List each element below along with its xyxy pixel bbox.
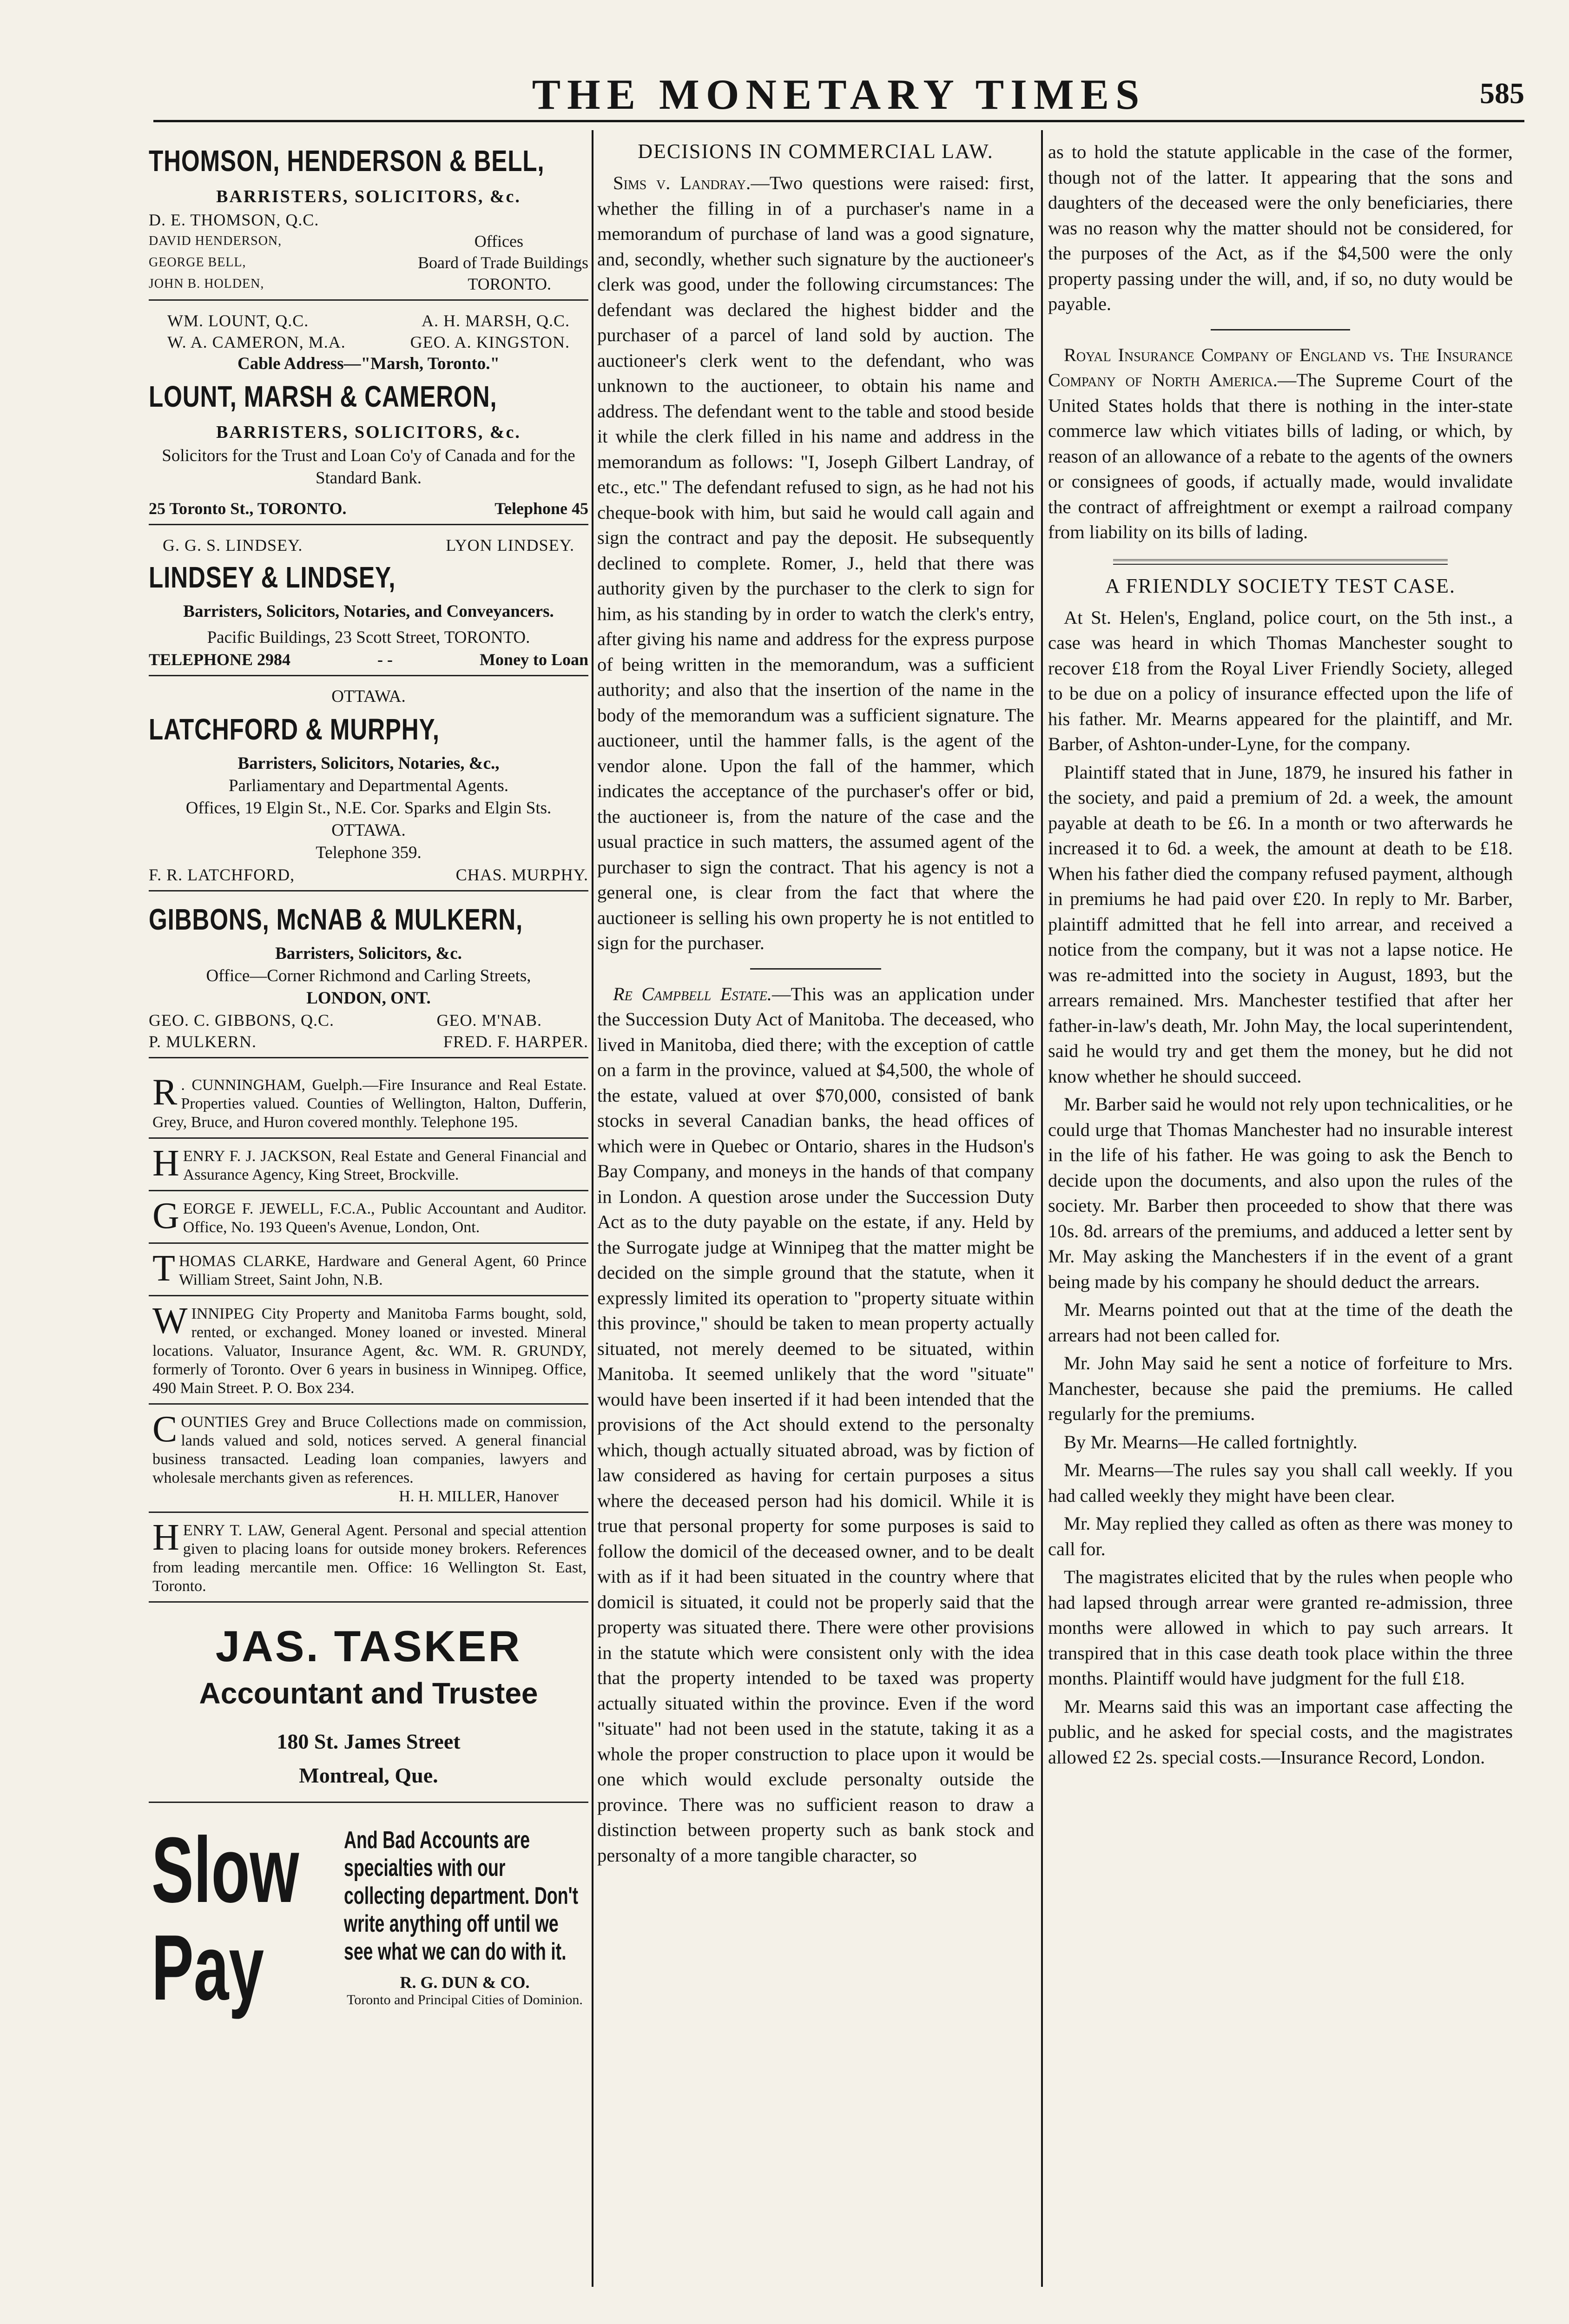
partner-name: LYON LINDSEY. [446, 536, 574, 555]
tasker-title: Accountant and Trustee [199, 1677, 538, 1710]
ad-text: ENRY T. LAW, General Agent. Personal and special attention given to placing loans for outside money brokers. References from leading mercantile men. Office: 16 Wellington St. East, Toronto. [152, 1522, 587, 1595]
tasker-name: JAS. TASKER [215, 1622, 522, 1670]
firm-phone: TELEPHONE 2984 [149, 650, 291, 669]
office-line: Board of Trade Buildings [417, 253, 588, 272]
firm-name: GIBBONS, McNAB & MULKERN, [149, 903, 523, 936]
article-paragraph: The magistrates elicited that by the rules when people who had lapsed through arrear were granted re-admission, three months were allowed in which to pay such arrears. It transpired that in this case death took place within the three months. Plaintiff would have judgment for the full £18. [1048, 1566, 1513, 1689]
classified-ads [149, 1068, 588, 1603]
section-heading: A FRIENDLY SOCIETY TEST CASE. [1105, 574, 1456, 597]
article-paragraph: Mr. Mearns said this was an important case affecting the public, and he asked for special costs, and the magistrates allowed £2 2s. special costs.—Insurance Record, London. [1048, 1696, 1513, 1768]
partner-name: A. H. MARSH, Q.C. [421, 311, 570, 330]
firm-name: LINDSEY & LINDSEY, [149, 561, 396, 594]
ad-text: INNIPEG City Property and Manitoba Farms bought, sold, rented, or exchanged. Money loaned or invested. Mineral locations. Valuator, Insurance Agent, &c. WM. R. GRUNDY, formerly of Toronto. Over 6 years in business in Winnipeg. Office, 490 Main Street. P. O. Box 234. [152, 1305, 587, 1397]
masthead-title: THE MONETARY TIMES [532, 71, 1146, 118]
section-separator [1211, 329, 1350, 330]
pay-word: Pay [152, 1916, 264, 2020]
card-gibbons [149, 901, 588, 1058]
partner-name: P. MULKERN. [149, 1032, 257, 1051]
dash-separator: - - [377, 650, 393, 669]
cable-address: Cable Address—"Marsh, Toronto." [237, 354, 500, 373]
tasker-street: 180 St. James Street [277, 1730, 461, 1753]
ad-initial: H [152, 1517, 179, 1558]
dun-firm: R. G. DUN & CO. [400, 1973, 530, 1992]
case-title: Royal Insurance Company of England vs. The Insurance Company of North America. [1048, 344, 1513, 390]
article-paragraph: Mr. Mearns—The rules say you shall call weekly. If you had called weekly they might have been clear. [1048, 1459, 1513, 1506]
dun-cities: Toronto and Principal Cities of Dominion. [347, 1992, 583, 2007]
partner-name: DAVID HENDERSON, [149, 234, 282, 248]
slow-pay-headline [152, 1818, 299, 2020]
case-campbell [597, 982, 1034, 1868]
article-paragraph: Mr. May replied they called as often as there was money to call for. [1048, 1513, 1513, 1559]
slow-pay-text: And Bad Accounts are specialties with our collecting department. Don't write anything off until we see what we can do with it. [344, 1827, 578, 1965]
partner-name: GEO. C. GIBBONS, Q.C. [149, 1011, 335, 1030]
firm-city: LONDON, ONT. [306, 989, 431, 1008]
partner-name: WM. LOUNT, Q.C. [167, 311, 309, 330]
page-header [153, 70, 1524, 121]
ad-text: OUNTIES Grey and Bruce Collections made on commission, lands valued and sold, notices served. A general financial business transacted. Leading loan companies, lawyers and wholesale merchants given as references. [152, 1413, 587, 1486]
firm-subtitle: BARRISTERS, SOLICITORS, &c. [216, 423, 521, 442]
case-sims [597, 171, 1034, 956]
case-body: —This was an application under the Succession Duty Act of Manitoba. The deceased, who lived in Manitoba, died there; with the exception of cattle on a farm in the province, valued at $4,500, the whole of the estate, valued at over $70,000, consisted of bank stocks in several Canadian banks, the head offices of which were in Quebec or Ontario, shares in the Hudson's Bay Company, and moneys in the hands of that company in London. A question arose under the Succession Duty Act as to the duty payable on the estate, if any. Held by the Surrogate judge at Winnipeg that the matter might be decided on the simple ground that the statute, when it expressly limited its operation to "property situate within this province," should be taken to mean property actually situated, not merely deemed to be situated, within Manitoba. It seemed unlikely that the word "situate" would have been inserted if it had been intended that the provisions of the Act should extend to the personalty which, though actually situated abroad, was by fiction of law considered as having for certain purposes a situs where the deceased person had his domicil. While it is true that personal property for some purposes is said to follow the domicil of the deceased owner, and to be dealt with as if it had been situated in the country where that domicil is situated, it could not be properly said that the property was situated there. There were other provisions in the statute which were consistent only with the idea that the property intended to be taxed was property actually situated within the province. Even if the word "situate" had not been used in the statute, taking it as a whole the proper construction to place upon it would be one which would exclude personalty outside the province. There was no sufficient reason to draw a distinction between property such as bank stock and personalty of a more tangible character, so [597, 983, 1034, 1866]
section-separator [750, 968, 881, 970]
card-lount [149, 310, 588, 525]
partner-name: FRED. F. HARPER. [443, 1032, 588, 1051]
firm-name: THOMSON, HENDERSON & BELL, [149, 144, 545, 178]
page-number: 585 [1480, 77, 1524, 110]
article-paragraph: By Mr. Mearns—He called fortnightly. [1064, 1431, 1358, 1452]
article-paragraph: Mr. John May said he sent a notice of forfeiture to Mrs. Manchester, because she paid the premiums. He called regularly for the premiums. [1048, 1353, 1513, 1424]
ad-jackson [149, 1139, 588, 1191]
ad-text: . CUNNINGHAM, Guelph.—Fire Insurance and Real Estate. Properties valued. Counties of Wellington, Halton, Dufferin, Grey, Bruce, and Huron covered monthly. Telephone 195. [152, 1076, 587, 1131]
money-to-loan: Money to Loan [479, 650, 588, 669]
firm-name: LOUNT, MARSH & CAMERON, [149, 380, 497, 413]
ad-slow-pay [149, 1817, 588, 2059]
ad-initial: G [152, 1195, 179, 1236]
ad-signature: H. H. MILLER, Hanover [399, 1488, 559, 1505]
ad-text: ENRY F. J. JACKSON, Real Estate and General Financial and Assurance Agency, King Street, Brockville. [183, 1148, 587, 1183]
slow-word: Slow [152, 1818, 299, 1922]
section-heading: DECISIONS IN COMMERCIAL LAW. [638, 140, 994, 163]
firm-subtitle: Barristers, Solicitors, Notaries, &c., [237, 754, 500, 773]
article-paragraph: Mr. Barber said he would not rely upon technicalities, or he could urge that Thomas Manchester had no insurable interest in the life of his father. He was going to ask the Bench to decide upon the documents, and also upon the rules of the society. Mr. Barber then proceeded to show that there was 10s. 8d. arrears of the premiums, and adduced a letter sent by Mr. May asking the Manchesters if in the event of a grant being made by his company he should deduct the arrears. [1048, 1094, 1513, 1292]
firm-subtitle: Barristers, Solicitors, &c. [275, 944, 462, 963]
ad-initial: W [152, 1301, 188, 1341]
article-paragraph: At St. Helen's, England, police court, on the 5th inst., a case was heard in which Thomas Manchester sought to recover £18 from the Royal Liver Friendly Society, alleged to be due on a policy of insurance effected upon the life of his father. Mr. Mearns appeared for the plaintiff, and Mr. Barber, of Ashton-under-Lyne, for the company. [1048, 607, 1513, 754]
firm-phone: Telephone 45 [494, 499, 588, 518]
header-rule [153, 120, 1524, 122]
column-right [1048, 139, 1513, 1773]
card-lindsey [149, 535, 588, 676]
column-left [149, 139, 588, 2059]
partner-name: JOHN B. HOLDEN, [149, 277, 264, 291]
partner-name: W. A. CAMERON, M.A. [167, 333, 346, 351]
firm-offices: Offices, 19 Elgin St., N.E. Cor. Sparks and Elgin Sts. [185, 799, 552, 818]
ad-winnipeg [149, 1296, 588, 1405]
office-line: Offices [474, 232, 523, 251]
card-thomson [149, 142, 588, 301]
case-body: —Two questions were raised: first, whether the filling in of a purchaser's name in a memorandum of purchase of land was a good signature, and, secondly, whether such signature by the auctioneer's clerk was good, under the following circumstances: The defendant was declared the highest bidder and the purchaser of a parcel of land sold by auction. The auctioneer's clerk went to the defendant, who was unknown to the auctioneer, to obtain his name and address. The defendant went to the table and stood beside it while the clerk filled in his name and address in the memorandum as follows: "I, Joseph Gilbert Landray, of etc., etc." The defendant refused to sign, as he had not his cheque-book with him, but said he would call again and sign the contract and pay the deposit. He subsequently declined to complete. Romer, J., held that there was authority given by the purchaser to the clerk to sign for him, as his standing by in order to watch the clerk's entry, after giving his name and address for the express purpose of being written in the memorandum, was a sufficient authority; and also that the insertion of the name in the body of the memorandum was a sufficient signature. The auctioneer, until the hammer falls, is the agent of the vendor alone. Upon the fall of the hammer, which indicates the acceptance of the purchaser's offer or bid, the auctioneer is, from the nature of the case and the usual practice in such matters, the assumed agent of the purchaser to sign the contract. That his agency is not a general one, is clear from the fact that where the auctioneer is selling his own property he is not entitled to sign for the purchaser. [597, 172, 1034, 953]
firm-agents: Parliamentary and Departmental Agents. [228, 776, 509, 795]
partner-name: GEORGE BELL, [149, 255, 246, 270]
article-paragraph: Mr. Mearns pointed out that at the time of the death the arrears had not been called for. [1048, 1299, 1513, 1346]
firm-address: 25 Toronto St., TORONTO. [149, 499, 347, 518]
tasker-city: Montreal, Que. [299, 1763, 438, 1787]
ad-tasker [149, 1603, 588, 1803]
firm-name: LATCHFORD & MURPHY, [149, 713, 440, 746]
firm-address: Pacific Buildings, 23 Scott Street, TORONTO. [207, 628, 530, 647]
article-paragraph: Plaintiff stated that in June, 1879, he insured his father in the society, and paid a premium of 2d. a week, the amount payable at death to be £6. In a month or two afterwards he increased it to 6d. a week, the amount at death to be £18. When his father died the company refused payment, although in premiums he had paid over £20. In reply to Mr. Barber, plaintiff admitted that he fell into arrear, and received a notice from the company, but it was not a lapse notice. He was re-admitted into the society in August, 1893, but the arrears remained. Mrs. Manchester testified that after her father-in-law's death, Mr. John May, the local superintendent, said he would try and get them the money, but he did not know whether he should succeed. [1048, 761, 1513, 1087]
firm-office: Office—Corner Richmond and Carling Streets, [206, 966, 531, 985]
office-line: TORONTO. [468, 275, 551, 293]
ad-initial: R [152, 1072, 178, 1113]
ad-jewell [149, 1191, 588, 1244]
column-divider-2 [1041, 130, 1043, 2287]
ad-initial: H [152, 1143, 179, 1184]
firm-subtitle: Barristers, Solicitors, Notaries, and Conveyancers. [183, 602, 554, 621]
partner-name: GEO. A. KINGSTON. [410, 333, 570, 351]
case-title: Re Campbell Estate. [613, 983, 772, 1004]
ad-counties [149, 1405, 588, 1513]
ad-initial: C [152, 1409, 178, 1450]
partner-name: D. E. THOMSON, Q.C. [149, 211, 319, 229]
firm-description: Solicitors for the Trust and Loan Co'y of Canada and for the Standard Bank. [162, 446, 575, 488]
column-divider-1 [592, 130, 593, 2287]
firm-city: OTTAWA. [331, 687, 406, 706]
partner-name: GEO. M'NAB. [436, 1011, 542, 1030]
case-title: Sims v. Landray. [613, 172, 751, 193]
partner-name: CHAS. MURPHY. [455, 865, 588, 884]
partner-name: F. R. LATCHFORD, [149, 865, 295, 884]
firm-phone: Telephone 359. [316, 843, 422, 862]
case-royal [1048, 343, 1513, 545]
firm-city-2: OTTAWA. [331, 821, 406, 840]
ad-text: HOMAS CLARKE, Hardware and General Agent, 60 Prince William Street, Saint John, N.B. [178, 1253, 587, 1288]
slow-pay-signature [344, 1973, 586, 2008]
ad-law [149, 1513, 588, 1603]
ad-text: EORGE F. JEWELL, F.C.A., Public Accountant and Auditor. Office, No. 193 Queen's Avenue, London, Ont. [183, 1200, 587, 1236]
column-middle [597, 139, 1034, 1871]
ad-cunningham [149, 1068, 588, 1139]
section-separator-double [1113, 559, 1448, 565]
card-latchford [149, 686, 588, 891]
partner-name: G. G. S. LINDSEY. [163, 536, 303, 555]
campbell-continued: as to hold the statute applicable in the case of the former, though not of the latter. It appearing that the sons and daughters of the deceased were the only beneficiaries, there was no reason why the matter should not be considered, for the purposes of the Act, as if the $4,500 were the only property passing under the will, and, if so, no duty would be payable. [1048, 141, 1513, 314]
case-body: —The Supreme Court of the United States holds that there is nothing in the inter-state commerce law which vitiates bills of lading, or which, by reason of an allowance of a rebate to the agents of the owners or consignees of goods, if actually made, would invalidate the contract of affreightment or exempt a railroad company from liability on its bills of lading. [1048, 370, 1513, 542]
ad-initial: T [152, 1248, 175, 1289]
firm-subtitle: BARRISTERS, SOLICITORS, &c. [216, 187, 521, 206]
ad-clarke [149, 1244, 588, 1296]
